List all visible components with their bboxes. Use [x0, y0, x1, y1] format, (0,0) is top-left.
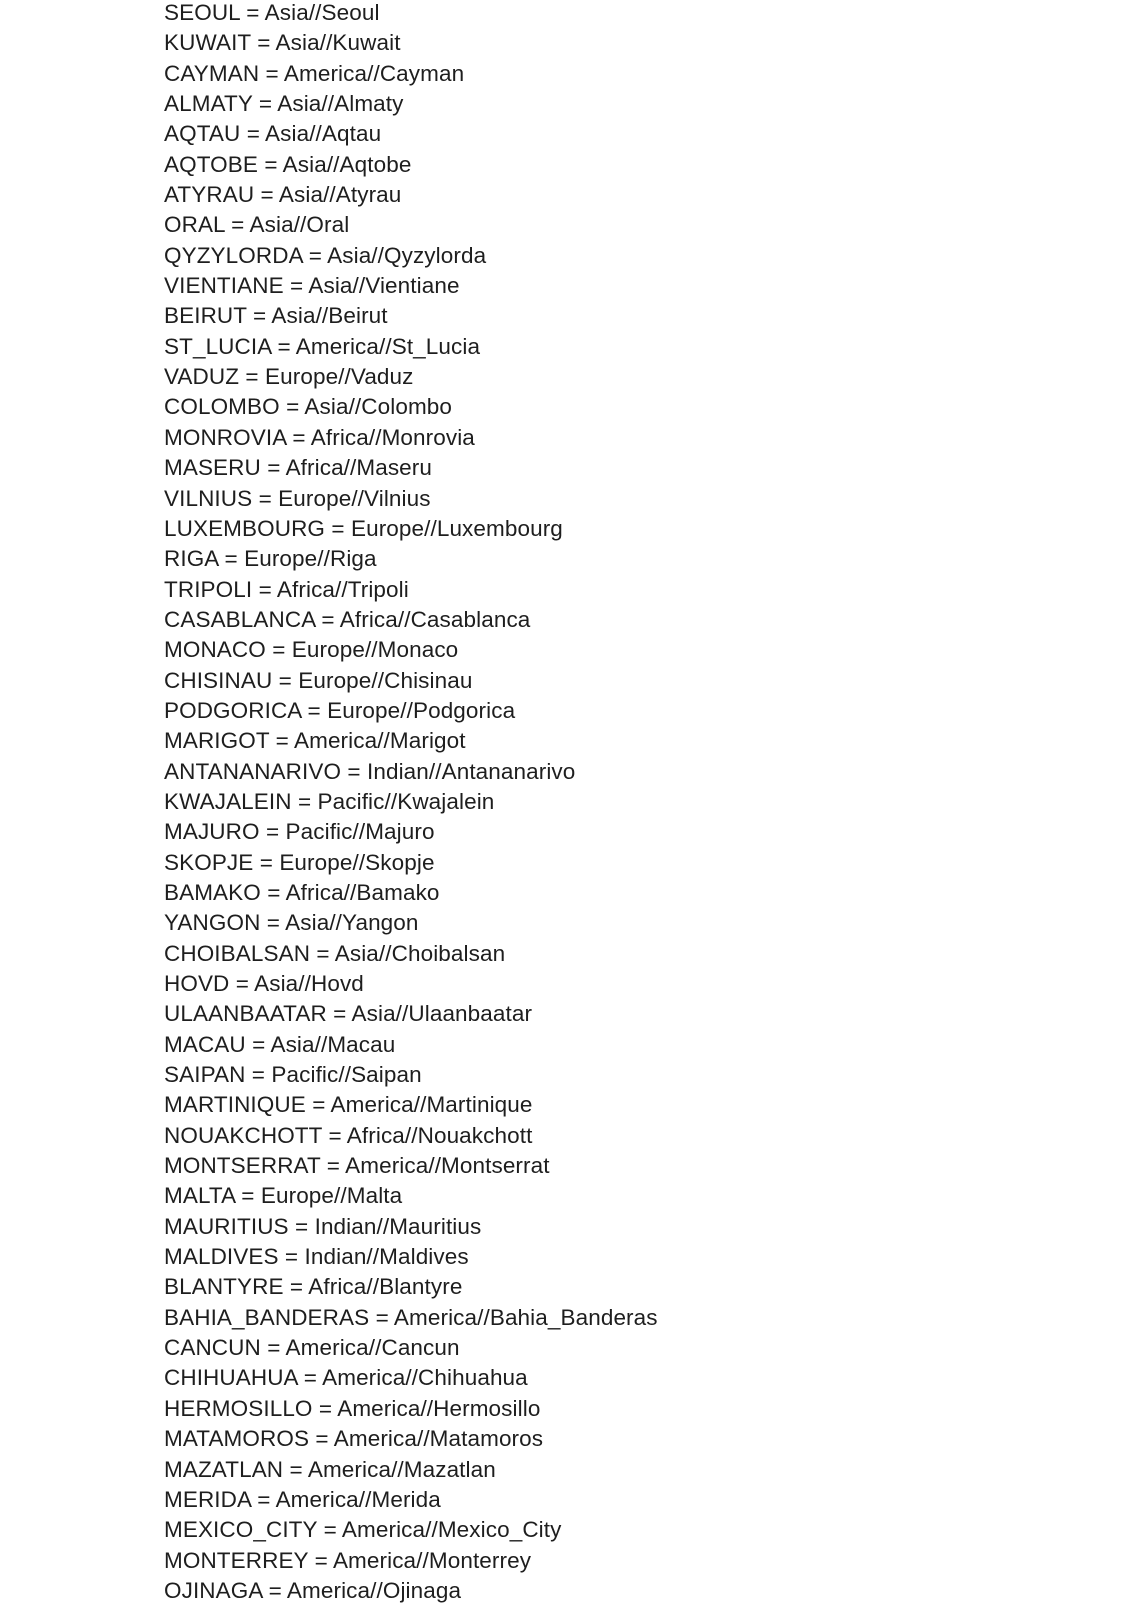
timezone-mapping-line: HOVD = Asia//Hovd	[164, 971, 364, 996]
timezone-mapping-line: MAURITIUS = Indian//Mauritius	[164, 1213, 482, 1239]
timezone-mapping-line: TRIPOLI = Africa//Tripoli	[164, 576, 409, 602]
timezone-mapping-line: VILNIUS = Europe//Vilnius	[164, 485, 431, 511]
timezone-mapping-line: ORAL = Asia//Oral	[164, 212, 350, 238]
timezone-mapping-line: MALDIVES = Indian//Maldives	[164, 1244, 469, 1270]
timezone-mapping-line: BEIRUT = Asia//Beirut	[164, 303, 388, 329]
timezone-mapping-line: MALTA = Europe//Malta	[164, 1183, 403, 1209]
timezone-mapping-line: BAMAKO = Africa//Bamako	[164, 879, 440, 905]
timezone-mapping-line: OJINAGA = America//Ojinaga	[164, 1577, 462, 1603]
timezone-mapping-line: MACAU = Asia//Macau	[164, 1031, 396, 1057]
timezone-mapping-line: CHOIBALSAN = Asia//Choibalsan	[164, 940, 506, 966]
timezone-mapping-line: KUWAIT = Asia//Kuwait	[164, 30, 401, 56]
timezone-mapping-line: BLANTYRE = Africa//Blantyre	[164, 1274, 463, 1300]
timezone-mapping-line: YANGON = Asia//Yangon	[164, 910, 419, 936]
timezone-mapping-line: MAZATLAN = America//Mazatlan	[164, 1456, 496, 1482]
timezone-mapping-line: LUXEMBOURG = Europe//Luxembourg	[164, 515, 563, 541]
timezone-mapping-line: SAIPAN = Pacific//Saipan	[164, 1062, 422, 1088]
timezone-mapping-line: COLOMBO = Asia//Colombo	[164, 394, 453, 420]
timezone-mapping-line: MONROVIA = Africa//Monrovia	[164, 424, 475, 450]
timezone-mapping-line: CASABLANCA = Africa//Casablanca	[164, 606, 531, 632]
timezone-mapping-line: CHISINAU = Europe//Chisinau	[164, 667, 473, 693]
timezone-mapping-line: ATYRAU = Asia//Atyrau	[164, 182, 402, 208]
timezone-mapping-line: KWAJALEIN = Pacific//Kwajalein	[164, 788, 495, 814]
timezone-mapping-line: ST_LUCIA = America//St_Lucia	[164, 333, 481, 359]
timezone-mapping-line: MERIDA = America//Merida	[164, 1486, 441, 1512]
timezone-mapping-line: MONTERREY = America//Monterrey	[164, 1547, 532, 1573]
timezone-mapping-line: MARIGOT = America//Marigot	[164, 728, 466, 754]
timezone-mapping-line: VADUZ = Europe//Vaduz	[164, 364, 414, 390]
timezone-mapping-line: MEXICO_CITY = America//Mexico_City	[164, 1517, 562, 1543]
timezone-mapping-line: CANCUN = America//Cancun	[164, 1335, 460, 1361]
timezone-mapping-line: MONTSERRAT = America//Montserrat	[164, 1153, 550, 1179]
timezone-mapping-line: ANTANANARIVO = Indian//Antananarivo	[164, 758, 576, 784]
timezone-mapping-line: ALMATY = Asia//Almaty	[164, 91, 404, 117]
timezone-mapping-line: VIENTIANE = Asia//Vientiane	[164, 273, 460, 299]
timezone-mapping-line: RIGA = Europe//Riga	[164, 546, 377, 572]
timezone-mapping-line: QYZYLORDA = Asia//Qyzylorda	[164, 242, 487, 268]
timezone-mapping-line: MAJURO = Pacific//Majuro	[164, 819, 435, 845]
timezone-mapping-line: AQTOBE = Asia//Aqtobe	[164, 151, 412, 177]
timezone-mapping-line: ULAANBAATAR = Asia//Ulaanbaatar	[164, 1001, 533, 1027]
timezone-mapping-line: MASERU = Africa//Maseru	[164, 455, 433, 481]
timezone-mapping-list	[164, 0, 1064, 1606]
timezone-mapping-line: PODGORICA = Europe//Podgorica	[164, 697, 516, 723]
timezone-mapping-line: SKOPJE = Europe//Skopje	[164, 849, 435, 875]
timezone-mapping-line: MATAMOROS = America//Matamoros	[164, 1426, 544, 1452]
timezone-mapping-line: SEOUL = Asia//Seoul	[164, 0, 380, 25]
timezone-mapping-line: CAYMAN = America//Cayman	[164, 60, 465, 86]
timezone-mapping-line: CHIHUAHUA = America//Chihuahua	[164, 1365, 528, 1391]
timezone-mapping-line: MARTINIQUE = America//Martinique	[164, 1092, 533, 1118]
timezone-mapping-line: BAHIA_BANDERAS = America//Bahia_Banderas	[164, 1304, 658, 1330]
timezone-mapping-line: MONACO = Europe//Monaco	[164, 637, 459, 663]
timezone-mapping-line: NOUAKCHOTT = Africa//Nouakchott	[164, 1122, 533, 1148]
timezone-mapping-line: AQTAU = Asia//Aqtau	[164, 121, 382, 147]
timezone-mapping-line: HERMOSILLO = America//Hermosillo	[164, 1395, 541, 1421]
